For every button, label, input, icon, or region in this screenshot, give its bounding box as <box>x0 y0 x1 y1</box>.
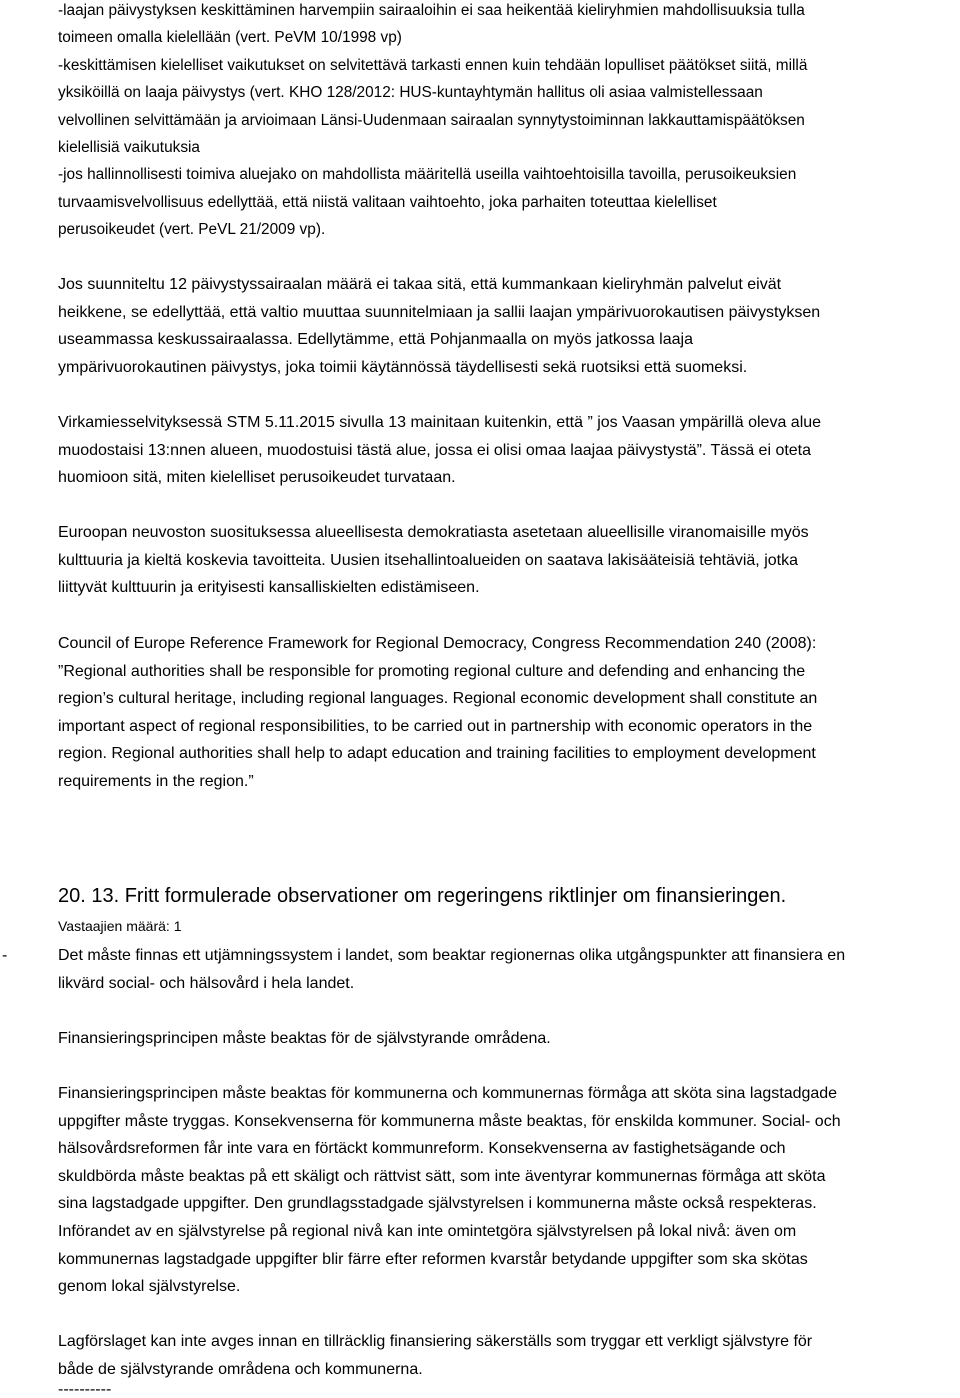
text-line: region’s cultural heritage, including regional languages. Regional economic development shall constitute an <box>58 690 818 707</box>
text-line: Införandet av en självstyrelse på regional nivå kan inte omintetgöra självstyrelsen på lokal nivå: även om <box>58 1222 797 1240</box>
answer-bill-financing <box>58 1328 958 1383</box>
text-line: kulttuuria ja kieltä koskevia tavoitteita. Uusien itsehallintoalueiden on saatava lakisääteisiä tehtäviä, jotka <box>58 551 798 569</box>
paragraph-council-quote <box>58 630 958 795</box>
text-line: likvärd social- och hälsovård i hela landet. <box>58 974 355 992</box>
text-line: Virkamiesselvityksessä STM 5.11.2015 sivulla 13 mainitaan kuitenkin, että ” jos Vaasan ympärillä oleva alue <box>58 414 822 431</box>
text-line: heikkene, se edellyttää, että valtio muuttaa suunnitelmiaan ja sallii laajan ympärivuorokautisen päivystyksen <box>58 303 821 321</box>
text-line: -jos hallinnollisesti toimiva aluejako on mahdollista määritellä useilla vaihtoehtoisilla tavoilla, perusoikeuksien <box>58 166 797 184</box>
text-line: useammassa keskussairaalassa. Edellytämme, että Pohjanmaalla on myös jatkossa laaja <box>58 331 693 348</box>
text-line: genom lokal självstyrelse. <box>58 1278 241 1296</box>
text-line: Det måste finnas ett utjämningssystem i landet, som beaktar regionernas olika utgångspunkter att finansiera en <box>58 947 846 964</box>
text-line: region. Regional authorities shall help to adapt education and training facilities to employment development <box>58 745 816 762</box>
respondent-count: Vastaajien määrä: 1 <box>58 918 182 934</box>
text-line: kommunernas lagstadgade uppgifter blir färre efter reformen kvarstår betydande uppgifter som ska skötas <box>58 1250 808 1268</box>
text-line: Finansieringsprincipen måste beaktas för de självstyrande områdena. <box>58 1030 551 1047</box>
separator-line: ---------- <box>58 1381 112 1398</box>
paragraph-stm-report <box>58 409 958 492</box>
text-line: -keskittämisen kielelliset vaikutukset on selvitettävä tarkasti ennen kuin tehdään lopulliset päätökset siitä, millä <box>58 56 808 74</box>
text-line: requirements in the region.” <box>58 772 254 790</box>
text-line: kielellisiä vaikutuksia <box>58 139 200 157</box>
text-line: sina lagstadgade uppgifter. Den grundlagsstadgade självstyrelsen i kommunerna måste också respekteras. <box>58 1195 817 1213</box>
text-line: toimeen omalla kielellään (vert. PeVM 10/1998 vp) <box>58 29 402 47</box>
text-line: Finansieringsprincipen måste beaktas för kommunerna och kommunernas förmåga att sköta sina lagstadgade <box>58 1085 838 1102</box>
text-line: både de självstyrande områdena och kommunerna. <box>58 1360 423 1378</box>
text-line: Council of Europe Reference Framework for Regional Democracy, Congress Recommendation 240 (2008): <box>58 635 817 652</box>
answer-autonomous-areas <box>58 1025 958 1053</box>
text-line: Euroopan neuvoston suosituksessa alueellisesta demokratiasta asetetaan alueellisille viranomaisille myös <box>58 524 809 541</box>
text-line: muodostaisi 13:nnen alueen, muodostuisi tästä alue, jossa ei olisi omaa laajaa päivystystä”. Tässä ei oteta <box>58 441 812 459</box>
language-impact-list <box>58 0 958 244</box>
text-line: perusoikeudet (vert. PeVL 21/2009 vp). <box>58 221 326 239</box>
text-line: turvaamisvelvollisuus edellyttää, että niistä valitaan vaihtoehto, joka parhaiten toteuttaa kielelliset <box>58 193 717 211</box>
paragraph-council-recommendation <box>58 519 958 602</box>
question-heading: 20. 13. Fritt formulerade observationer om regeringens riktlinjer om finansieringen. <box>58 885 787 907</box>
text-line: huomioon sitä, miten kielelliset perusoikeudet turvataan. <box>58 469 456 486</box>
text-line: -laajan päivystyksen keskittäminen harvempiin sairaaloihin ei saa heikentää kieliryhmien mahdollisuuksia tulla <box>58 2 805 19</box>
answer-municipalities <box>58 1080 958 1301</box>
text-line: ympärivuorokautinen päivystys, joka toimii käytännössä täydellisesti sekä ruotsiksi että suomeksi. <box>58 358 748 376</box>
text-line: uppgifter måste tryggas. Konsekvenserna för kommunerna måste beaktas, för enskilda kommuner. Social- och <box>58 1112 841 1130</box>
answer-equalization <box>58 942 958 997</box>
text-line: important aspect of regional responsibilities, to be carried out in partnership with economic operators in the <box>58 717 813 735</box>
paragraph-hospital-count <box>58 271 958 381</box>
text-line: ”Regional authorities shall be responsible for promoting regional culture and defending and enhancing the <box>58 662 806 680</box>
text-line: skuldbörda måste beaktas på ett skäligt och rättvist sätt, som inte äventyrar kommunernas förmåga att sköta <box>58 1167 826 1185</box>
text-line: Jos suunniteltu 12 päivystyssairaalan määrä ei takaa sitä, että kummankaan kieliryhmän palvelut eivät <box>58 276 782 293</box>
text-line: Lagförslaget kan inte avges innan en tillräcklig finansiering säkerställs som tryggar ett verkligt självstyre för <box>58 1333 813 1350</box>
bullet-dash: - <box>2 947 8 964</box>
text-line: yksiköillä on laaja päivystys (vert. KHO 128/2012: HUS-kuntayhtymän hallitus oli asiaa valmistellessaan <box>58 84 763 102</box>
text-line: velvollinen selvittämään ja arvioimaan Länsi-Uudenmaan sairaalan synnytystoiminnan lakkauttamispäätöksen <box>58 111 805 129</box>
text-line: liittyvät kulttuurin ja erityisesti kansalliskielten edistämiseen. <box>58 579 480 596</box>
text-line: hälsovårdsreformen får inte vara en förtäckt kommunreform. Konsekvenserna av fastighetsägande och <box>58 1140 786 1158</box>
